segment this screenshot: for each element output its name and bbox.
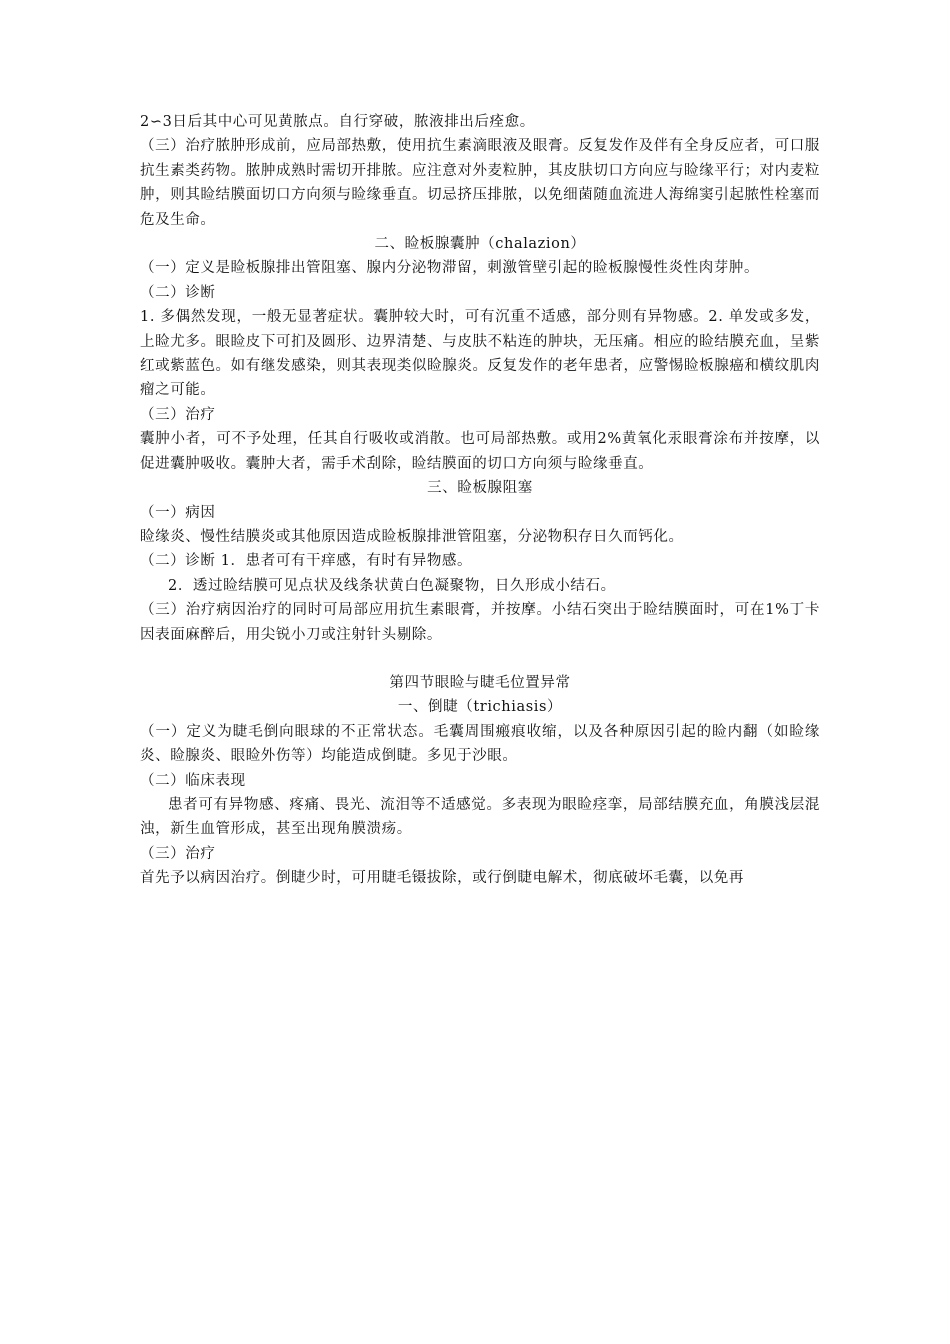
paragraph: （三）治疗脓肿形成前，应局部热敷，使用抗生素滴眼液及眼膏。反复发作及伴有全身反应者，可口服抗生素类药物。脓肿成熟时需切开排脓。应注意对外麦粒肿，其皮肤切口方向应与睑缘平行；对内麦粒肿，则其睑结膜面切口方向须与睑缘垂直。切忌挤压排脓，以免细菌随血流进人海绵窦引起脓性栓塞而危及生命。 [140,138,820,228]
paragraph: （一）定义为睫毛倒向眼球的不正常状态。毛囊周围瘢痕收缩，以及各种原因引起的睑内翻（如睑缘炎、睑腺炎、眼睑外伤等）均能造成倒睫。多见于沙眼。 [140,723,820,765]
subheading: （二）临床表现 [140,772,246,789]
subheading: （三）治疗 [140,406,216,423]
chapter-heading: 第四节眼睑与睫毛位置异常 [389,674,571,691]
paragraph: 2∽3日后其中心可见黄脓点。自行穿破，脓液排出后痊愈。 [140,114,535,130]
subheading: （二）诊断 [140,284,216,301]
section-heading: 一、倒睫（trichiasis） [397,699,563,716]
paragraph: （三）治疗病因治疗的同时可局部应用抗生素眼膏，并按摩。小结石突出于睑结膜面时，可在1%丁卡因表面麻醉后，用尖锐小刀或注射针头剔除。 [140,602,820,643]
paragraph: 患者可有异物感、疼痛、畏光、流泪等不适感觉。多表现为眼睑痉挛，局部结膜充血，角膜浅层混浊，新生血管形成，甚至出现角膜溃疡。 [140,796,820,838]
subheading: （一）病因 [140,504,216,521]
paragraph: 2．透过睑结膜可见点状及线条状黄白色凝聚物，日久形成小结石。 [168,577,616,594]
paragraph: 1. 多偶然发现，一般无显著症状。囊肿较大时，可有沉重不适感，部分则有异物感。2. 单发或多发，上睑尤多。眼睑皮下可扪及圆形、边界清楚、与皮肤不粘连的肿块，无压痛。相应的睑结膜充血，呈紫红或紫蓝色。如有继发感染，则其表现类似睑腺炎。反复发作的老年患者，应警惕睑板腺癌和横纹肌肉瘤之可能。 [140,309,820,399]
subheading: （三）治疗 [140,845,216,862]
paragraph: 睑缘炎、慢性结膜炎或其他原因造成睑板腺排泄管阻塞，分泌物积存日久而钙化。 [140,528,684,545]
paragraph: 囊肿小者，可不予处理，任其自行吸收或消散。也可局部热敷。或用2%黄氧化汞眼膏涂布并按摩，以促进囊肿吸收。囊肿大者，需手术刮除，睑结膜面的切口方向须与睑缘垂直。 [140,431,820,472]
section-heading: 三、睑板腺阻塞 [427,480,533,497]
paragraph: （二）诊断 1．患者可有干痒感，有时有异物感。 [140,553,473,570]
paragraph: 首先予以病因治疗。倒睫少时，可用睫毛镊拔除，或行倒睫电解术，彻底破坏毛囊，以免再 [140,870,744,887]
paragraph: （一）定义是睑板腺排出管阻塞、腺内分泌物滞留，刺激管壁引起的睑板腺慢性炎性肉芽肿。 [140,260,760,277]
section-heading: 二、睑板腺囊肿（chalazion） [374,236,586,253]
document-page [140,110,820,891]
spacer [140,647,820,671]
